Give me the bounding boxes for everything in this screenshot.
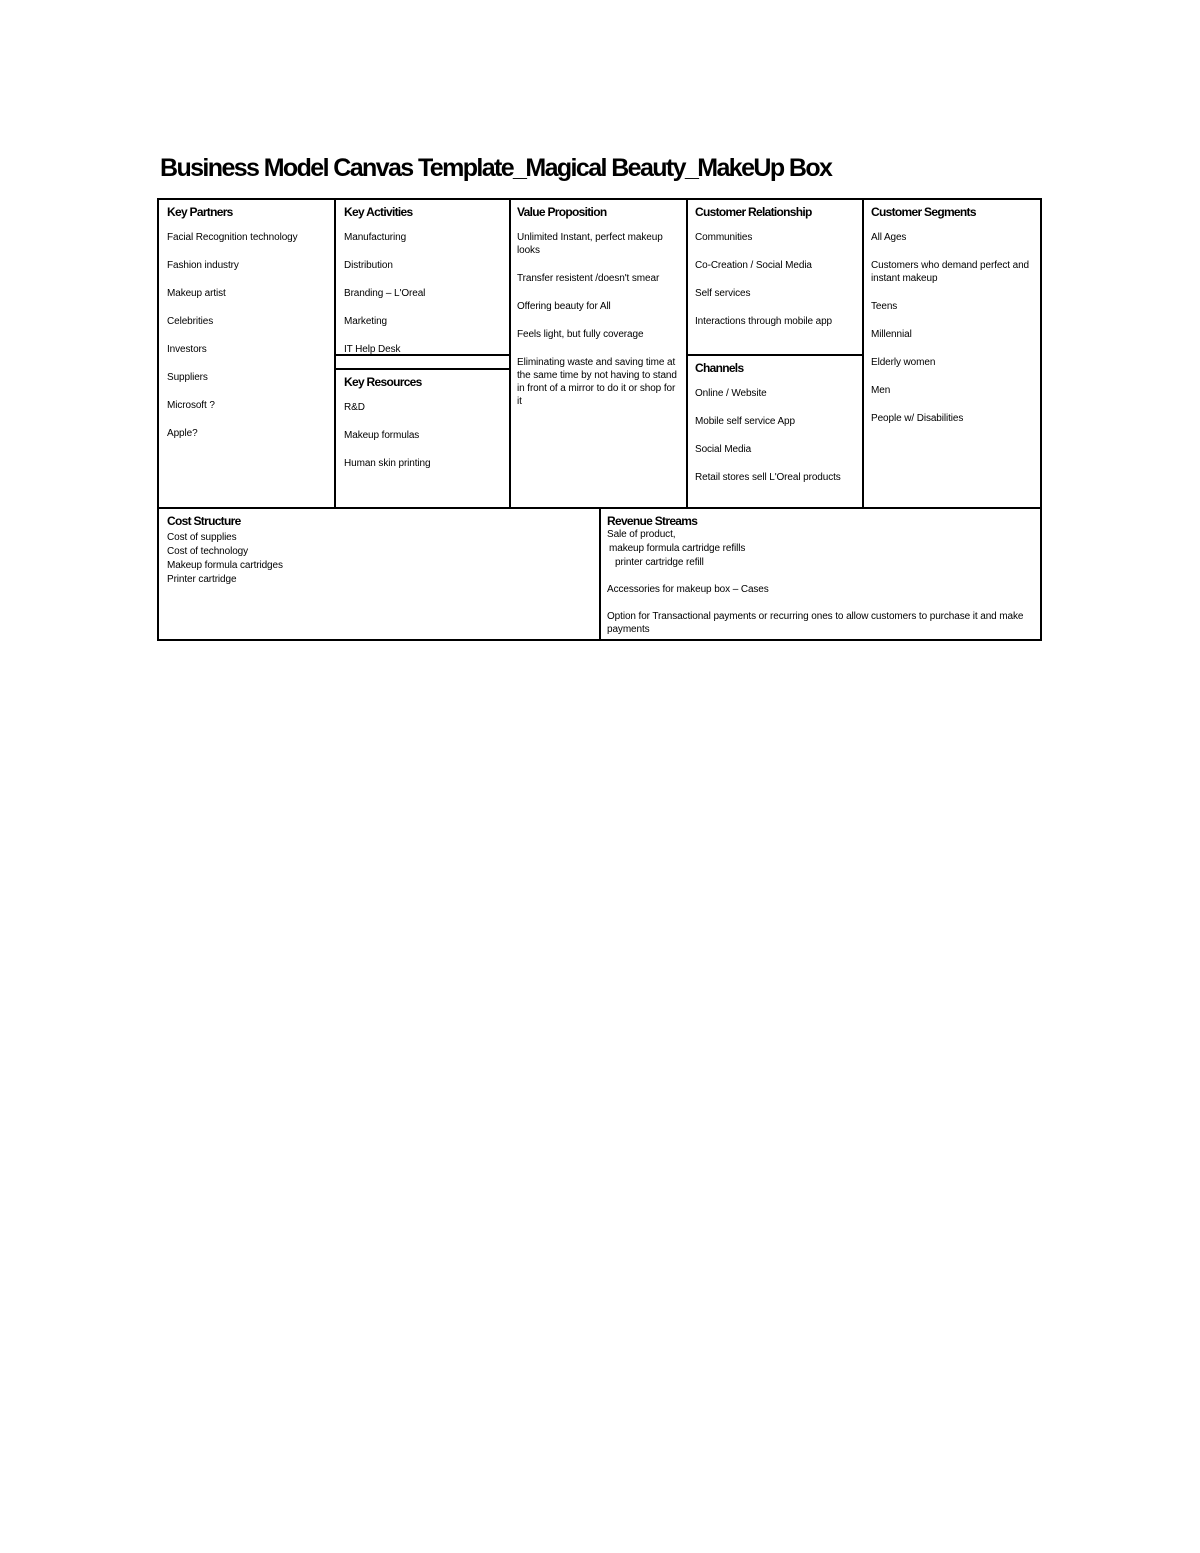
- list-item: IT Help Desk: [344, 344, 401, 354]
- list-item: Celebrities: [167, 316, 214, 327]
- list-item: Interactions through mobile app: [695, 316, 832, 327]
- list-item: Investors: [167, 344, 207, 355]
- list-item: Millennial: [871, 329, 912, 340]
- list-item: Feels light, but fully coverage: [517, 329, 644, 340]
- list-item: Co-Creation / Social Media: [695, 260, 812, 271]
- channels-list: [695, 387, 856, 484]
- list-item: Communities: [695, 232, 753, 243]
- key-resources-box: [336, 370, 509, 507]
- key-partners-box: [159, 200, 334, 507]
- list-item: Printer cartridge: [167, 574, 237, 585]
- list-item: Branding – L'Oreal: [344, 288, 426, 299]
- revenue-streams-list: [607, 528, 1030, 636]
- customer-relationship-title: Customer Relationship: [695, 205, 812, 219]
- list-item: Makeup formula cartridges: [167, 560, 283, 571]
- list-item: makeup formula cartridge refills: [609, 543, 746, 554]
- list-item: Suppliers: [167, 372, 208, 383]
- cost-structure-title: Cost Structure: [167, 514, 241, 528]
- list-item: Customers who demand perfect and instant makeup: [871, 260, 1029, 284]
- customer-relationship-list: [695, 231, 856, 328]
- value-proposition-box: [511, 200, 686, 507]
- list-item: Self services: [695, 288, 751, 299]
- key-activities-title: Key Activities: [344, 205, 413, 219]
- list-item: Makeup formulas: [344, 430, 420, 441]
- list-item: printer cartridge refill: [615, 557, 704, 568]
- list-item: Mobile self service App: [695, 416, 795, 427]
- channels-box: [688, 356, 862, 507]
- customer-segments-box: [864, 200, 1040, 507]
- list-item: Sale of product,: [607, 529, 676, 540]
- customer-segments-title: Customer Segments: [871, 205, 976, 219]
- list-item: Elderly women: [871, 357, 936, 368]
- list-item: Makeup artist: [167, 288, 226, 299]
- customer-segments-list: [871, 231, 1034, 425]
- list-item: Option for Transactional payments or recurring ones to allow customers to purchase it and make payments: [607, 611, 1024, 635]
- list-item: Eliminating waste and saving time at the same time by not having to stand in front of a mirror to do it or shop for it: [517, 357, 677, 407]
- key-partners-list: [167, 231, 328, 440]
- page-title: Business Model Canvas Template_Magical Beauty_MakeUp Box: [160, 154, 832, 182]
- key-resources-list: [344, 401, 503, 470]
- list-item: Cost of technology: [167, 546, 249, 557]
- list-item: Accessories for makeup box – Cases: [607, 584, 769, 595]
- revenue-streams-box: [601, 509, 1040, 641]
- list-item: Offering beauty for All: [517, 301, 611, 312]
- list-item: Human skin printing: [344, 458, 431, 469]
- list-item: Cost of supplies: [167, 532, 237, 543]
- list-item: Marketing: [344, 316, 388, 327]
- list-item: All Ages: [871, 232, 907, 243]
- list-item: Men: [871, 385, 891, 396]
- list-item: Transfer resistent /doesn't smear: [517, 273, 660, 284]
- list-item: Distribution: [344, 260, 393, 271]
- value-proposition-list: [517, 231, 680, 408]
- list-item: Online / Website: [695, 388, 767, 399]
- list-item: Apple?: [167, 428, 198, 439]
- list-item: Unlimited Instant, perfect makeup looks: [517, 232, 663, 256]
- key-activities-box: [336, 200, 509, 354]
- cost-structure-box: [159, 509, 599, 641]
- list-item: R&D: [344, 402, 365, 413]
- revenue-streams-title: Revenue Streams: [607, 514, 698, 528]
- cost-structure-list: [167, 530, 593, 587]
- list-item: Manufacturing: [344, 232, 407, 243]
- key-resources-title: Key Resources: [344, 375, 422, 389]
- list-item: Retail stores sell L'Oreal products: [695, 472, 841, 483]
- list-item: Fashion industry: [167, 260, 239, 271]
- list-item: People w/ Disabilities: [871, 413, 964, 424]
- divider: [335, 354, 510, 356]
- list-item: Microsoft ?: [167, 400, 215, 411]
- channels-title: Channels: [695, 361, 744, 375]
- business-model-canvas: [157, 198, 1042, 641]
- key-activities-list: [344, 231, 503, 354]
- list-item: Teens: [871, 301, 898, 312]
- list-item: Facial Recognition technology: [167, 232, 298, 243]
- customer-relationship-box: [688, 200, 862, 354]
- value-proposition-title: Value Proposition: [517, 205, 607, 219]
- key-partners-title: Key Partners: [167, 205, 233, 219]
- list-item: Social Media: [695, 444, 752, 455]
